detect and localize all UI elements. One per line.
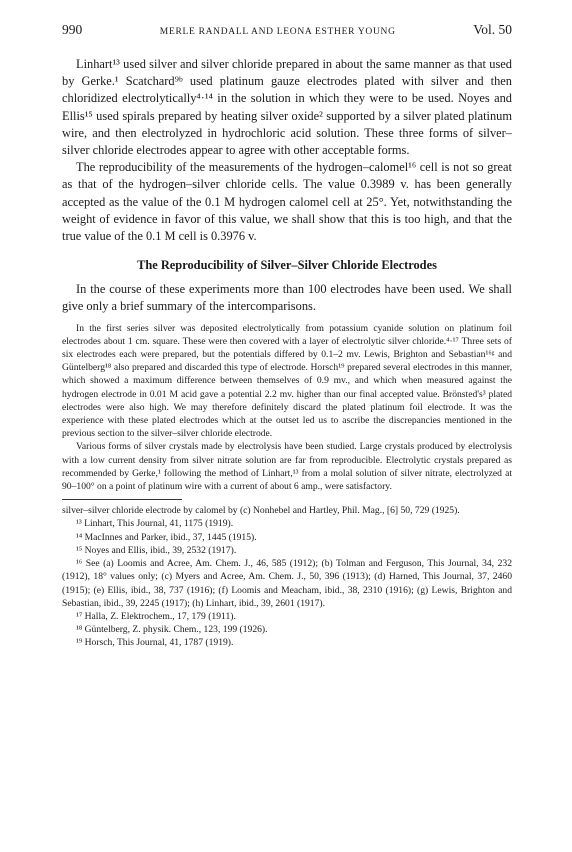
footnote: ¹⁶ See (a) Loomis and Acree, Am. Chem. J., 46, 585 (1912); (b) Tolman and Ferguson, This Journal, 34, 232 (1912), 18° values only; (c) Myers and Acree, Am. Chem. J., 50, 396 (1913); (d) Harned, This Journal, 37, 2460 (1915); (e) Ellis, ibid., 38, 737 (1916); (f) Loomis and Meacham, ibid., 38, 2310 (1916); (g) Lewis, Brighton and Sebastian, ibid., 39, 2245 (1917); (h) Linhart, ibid., 39, 2601 (1917). xyxy=(62,558,512,609)
journal-page xyxy=(62,22,512,650)
section-intro: In the course of these experiments more than 100 electrodes have been used. We shall give only a brief summary of the intercomparisons. xyxy=(62,282,512,314)
page-header xyxy=(62,22,512,40)
footnote: ¹³ Linhart, This Journal, 41, 1175 (1919). xyxy=(76,518,234,530)
small-print-paragraph: Various forms of silver crystals made by electrolysis have been studied. Large crystals produced by electrolysis with a low current density from silver nitrate solution are far from reproducible. Electrolytic crystals prepared as recommended by Gerke,¹ following the method of Linhart,¹³ from a molal solution of silver nitrate, electrolyzed at 90–100° on a point of platinum wire with a current of about 6 amp., were satisfactory. xyxy=(62,441,512,493)
small-print-paragraph: In the first series silver was deposited electrolytically from potassium cyanide solution on platinum foil electrodes about 1 cm. square. These were then covered with a layer of electrolytic silver chloride.⁴·¹⁷ Three sets of six electrodes each were prepared, but the potentials differed by 0.1–2 mv. Lewis, Brighton and Sebastian¹⁶ᵍ and Güntelberg¹⁸ also prepared and discarded this type of electrode. Horsch¹⁹ prepared several electrodes in this manner, which showed a maximum difference between themselves of 0.9 mv., and which when measured against the hydrogen electrode in 0.01 M acid gave a potential 2.2 mv. higher than our final accepted value. Brönsted's³ plated electrodes were also high. We may therefore definitely discard the plated platinum foil electrode. It was the experience with these plated electrodes which at the outset led us to ascribe the discrepancies mentioned in the previous section to the silver–silver chloride electrode. xyxy=(62,322,512,440)
running-title: MERLE RANDALL AND LEONA ESTHER YOUNG xyxy=(159,27,396,37)
body-paragraph: Linhart¹³ used silver and silver chloride prepared in about the same manner as that used by Gerke.¹ Scatchard⁹ᵇ used platinum gauze electrodes plated with silver and then chloridized electrolytically⁴·¹⁴ in the solution in which they were to be used. Noyes and Ellis¹⁵ used spirals prepared by heating silver oxide² supported by a silver plated platinum wire, and then electrolyzed in hydrochloric acid solution. These three forms of silver–silver chloride electrodes appear to agree with other acceptable forms. xyxy=(62,57,512,158)
footnote-continuation: silver–silver chloride electrode by calomel by (c) Nonhebel and Hartley, Phil. Mag., [6] 50, 729 (1925). xyxy=(62,505,460,517)
page-number: 990 xyxy=(62,22,83,37)
footnote: ¹⁹ Horsch, This Journal, 41, 1787 (1919). xyxy=(76,637,234,649)
volume-label: Vol. 50 xyxy=(473,22,512,37)
footnote: ¹⁷ Halla, Z. Elektrochem., 17, 179 (1911). xyxy=(76,610,236,622)
footnote-rule xyxy=(62,499,182,500)
footnote: ¹⁵ Noyes and Ellis, ibid., 39, 2532 (1917). xyxy=(76,544,237,556)
section-title: The Reproducibility of Silver–Silver Chloride Electrodes xyxy=(137,258,437,273)
footnote: ¹⁸ Güntelberg, Z. physik. Chem., 123, 199 (1926). xyxy=(76,624,268,636)
body-paragraph: The reproducibility of the measurements of the hydrogen–calomel¹⁶ cell is not so great as that of the hydrogen–silver chloride cells. The value 0.3989 v. has been generally accepted as the value of the 0.1 M hydrogen calomel cell at 25°. Yet, notwithstanding the weight of evidence in favor of this value, we shall show that this is too high, and that the true value of the 0.1 M cell is 0.3976 v. xyxy=(62,160,512,244)
footnote: ¹⁴ MacInnes and Parker, ibid., 37, 1445 (1915). xyxy=(76,531,257,543)
